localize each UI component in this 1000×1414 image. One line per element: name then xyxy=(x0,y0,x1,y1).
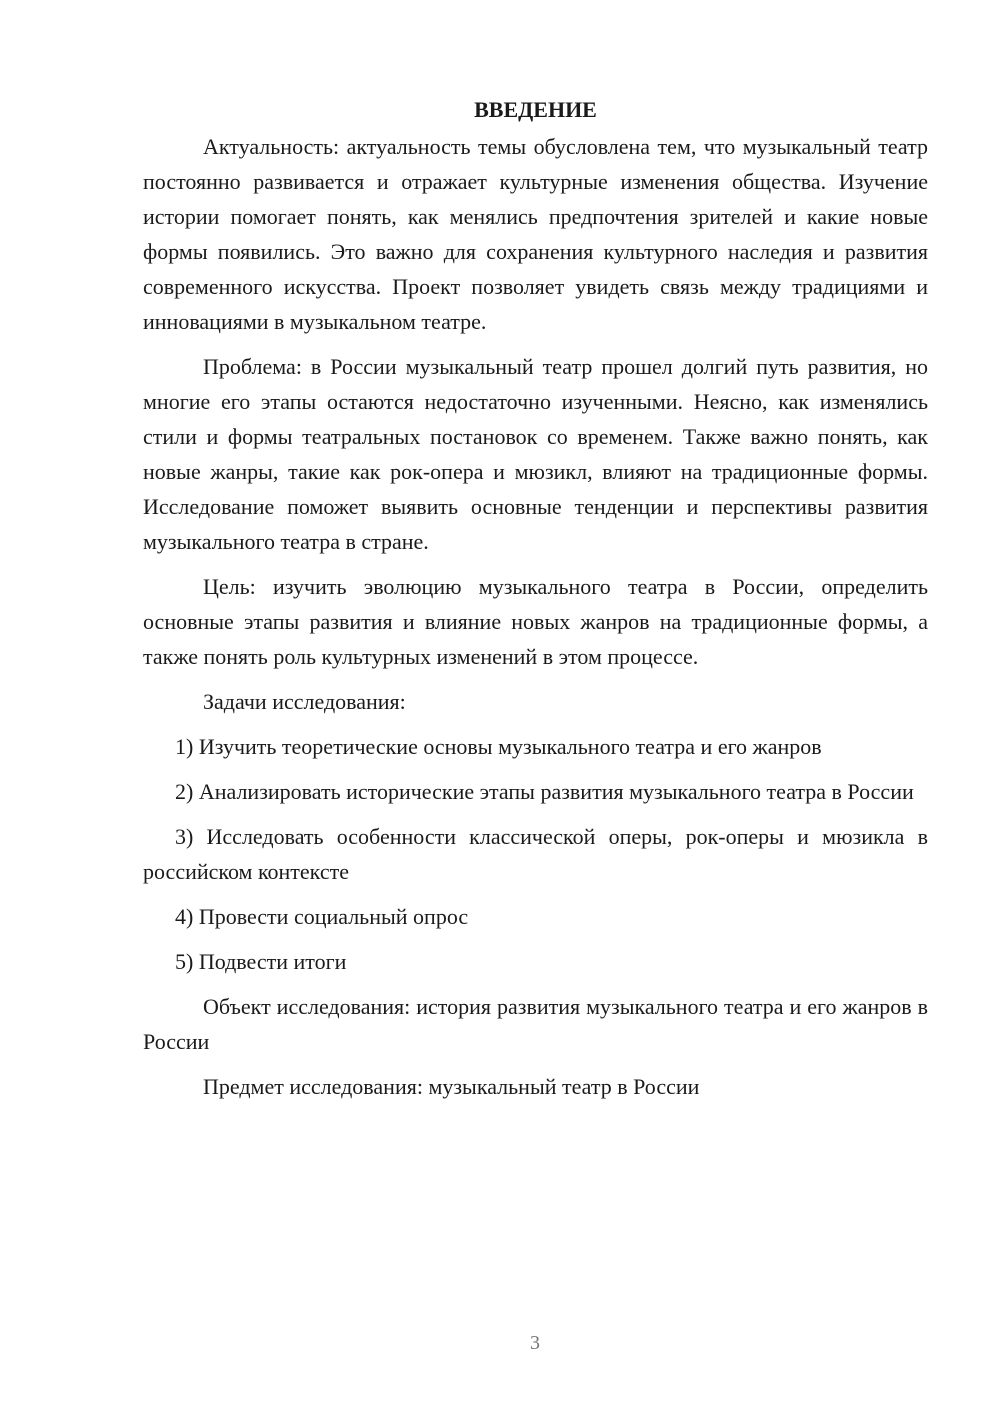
paragraph-goal: Цель: изучить эволюцию музыкального театра в России, определить основные этапы развития и влияние новых жанров на традиционные формы, а также понять роль культурных изменений в этом процессе. xyxy=(143,574,928,669)
list-item: 3) Исследовать особенности классической оперы, рок-оперы и мюзикла в российском контексте xyxy=(143,824,928,884)
paragraph-object: Объект исследования: история развития музыкального театра и его жанров в России xyxy=(143,994,928,1054)
paragraph-subject: Предмет исследования: музыкальный театр в России xyxy=(203,1074,700,1099)
list-item: 5) Подвести итоги xyxy=(175,949,347,974)
list-item: 2) Анализировать исторические этапы развития музыкального театра в России xyxy=(175,779,914,804)
tasks-list xyxy=(143,729,928,979)
list-item: 1) Изучить теоретические основы музыкального театра и его жанров xyxy=(175,734,822,759)
page-title: ВВЕДЕНИЕ xyxy=(474,97,597,122)
tasks-heading: Задачи исследования: xyxy=(203,689,406,714)
page-number: 3 xyxy=(530,1332,540,1354)
document-page xyxy=(143,92,928,1114)
paragraph-relevance: Актуальность: актуальность темы обусловлена тем, что музыкальный театр постоянно развивается и отражает культурные изменения общества. Изучение истории помогает понять, как менялись предпочтения зрителей и какие новые формы появились. Это важно для сохранения культурного наследия и развития современного искусства. Проект позволяет увидеть связь между традициями и инновациями в музыкальном театре. xyxy=(143,134,928,334)
list-item: 4) Провести социальный опрос xyxy=(175,904,469,929)
paragraph-problem: Проблема: в России музыкальный театр прошел долгий путь развития, но многие его этапы остаются недостаточно изученными. Неясно, как изменялись стили и формы театральных постановок со временем. Также важно понять, как новые жанры, такие как рок-опера и мюзикл, влияют на традиционные формы. Исследование поможет выявить основные тенденции и перспективы развития музыкального театра в стране. xyxy=(143,354,928,554)
